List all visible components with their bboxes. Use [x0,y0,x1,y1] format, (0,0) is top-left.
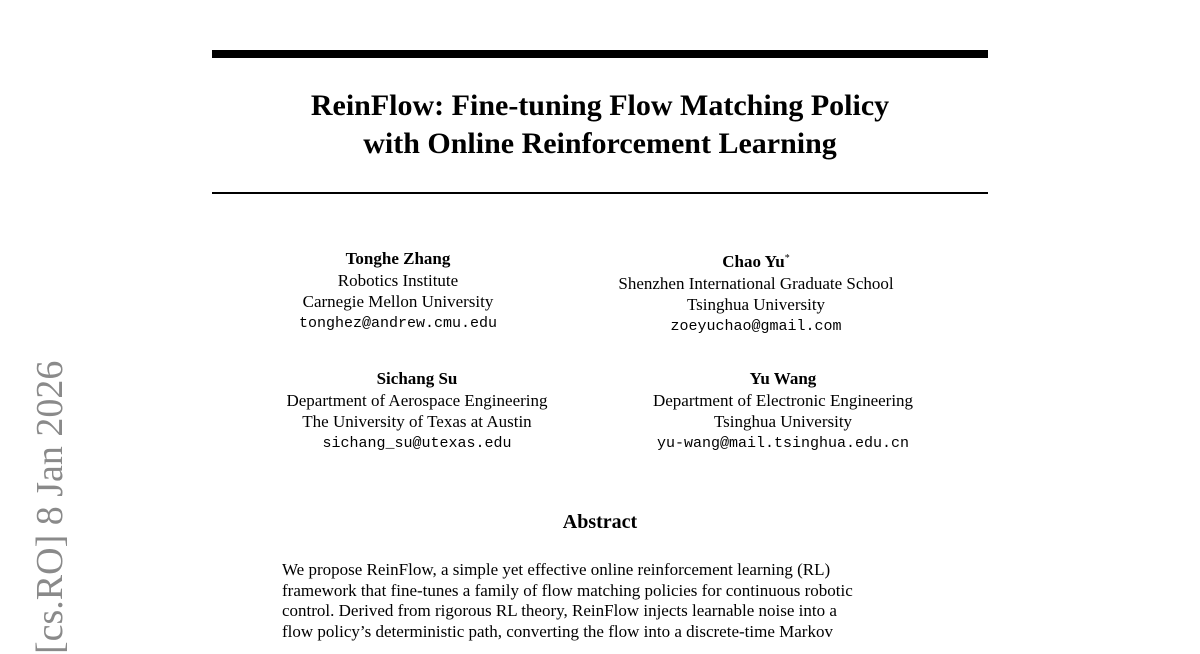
title-line-2: with Online Reinforcement Learning [363,127,837,160]
arxiv-side-stamp: [cs.RO] 8 Jan 2026 [29,360,71,654]
author-name: Sichang Su [376,369,458,388]
author-block-tonghe-zhang [248,248,548,334]
author-name: Tonghe Zhang [345,249,451,268]
author-affiliation: Department of Electronic Engineering [652,390,914,410]
abstract-heading: Abstract [562,511,638,533]
author-affiliation: Shenzhen International Graduate School [618,273,894,293]
title-line-1: ReinFlow: Fine-tuning Flow Matching Policy [310,89,890,122]
author-name: Chao Yu [722,252,785,271]
author-email: sichang_su@utexas.edu [322,434,512,452]
author-name-with-mark [556,248,956,273]
abstract-line: We propose ReinFlow, a simple yet effective online reinforcement learning (RL) [282,560,831,579]
author-affiliation: Robotics Institute [337,270,459,290]
author-block-yu-wang [608,368,958,454]
abstract-line: control. Derived from rigorous RL theory, ReinFlow injects learnable noise into a [282,601,837,620]
author-institution: The University of Texas at Austin [302,412,532,431]
abstract-body [282,560,922,642]
author-affiliation: Department of Aerospace Engineering [286,390,548,410]
author-email: yu-wang@mail.tsinghua.edu.cn [656,434,910,452]
title-bottom-rule [212,192,988,194]
abstract-line: framework that fine-tunes a family of flow matching policies for continuous robotic [282,580,853,600]
author-block-sichang-su [242,368,592,454]
paper-title [212,87,988,163]
abstract-line: flow policy’s deterministic path, converting the flow into a discrete-time Markov [282,621,833,641]
author-institution: Carnegie Mellon University [302,292,494,311]
author-email: tonghez@andrew.cmu.edu [298,314,498,332]
author-institution: Tsinghua University [713,412,853,431]
corresponding-author-mark: * [784,253,790,264]
author-institution: Tsinghua University [686,295,826,314]
author-name: Yu Wang [749,369,817,388]
title-top-rule [212,50,988,58]
author-email: zoeyuchao@gmail.com [670,317,842,335]
author-block-chao-yu [556,248,956,337]
